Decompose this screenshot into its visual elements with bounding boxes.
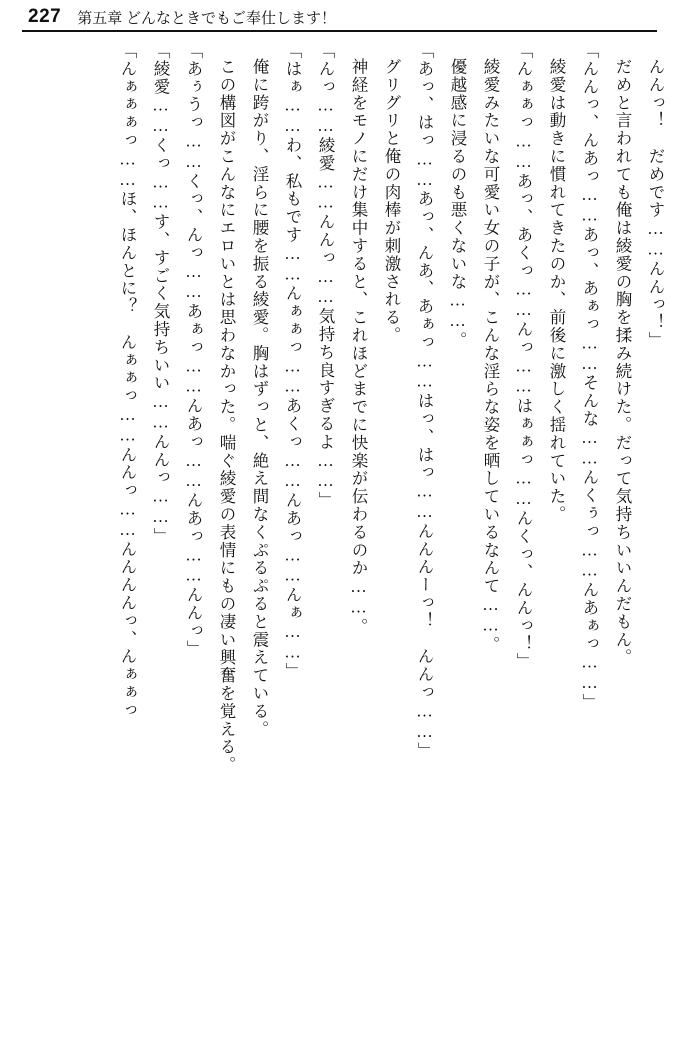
text-column: だめと言われても俺は綾愛の胸を揉み続けた。だって気持ちいいんだもん。 (613, 58, 632, 667)
text-column: 「綾愛……くっ……す、すごく気持ちいい……んんっ……」 (151, 42, 170, 546)
text-column: 「あぅうっ……くっ、んっ……あぁっ……んあっ……んあっ……んんっ」 (184, 42, 203, 658)
text-column: 俺に跨がり、淫らに腰を振る綾愛。胸はずっと、絶え間なくぷるぷると震えている。 (250, 58, 269, 739)
header-divider (22, 30, 657, 32)
text-column: 「んんっ、んあっ……あっ、あぁっ……そんな……んくぅっ……んあぁっ……」 (580, 42, 599, 712)
text-column: 綾愛みたいな可愛い女の子が、こんな淫らな姿を晒しているなんて……。 (481, 58, 500, 654)
body-text-area (18, 40, 667, 1042)
text-column: この構図がこんなにエロいとは思わなかった。喘ぐ綾愛の表情にもの凄い興奮を覚える。 (217, 58, 236, 774)
text-column: 「んっ……綾愛……んんっ……気持ち良すぎるよ……」 (316, 42, 335, 510)
text-column: 神経をモノにだけ集中すると、これほどまでに快楽が伝わるのか……。 (349, 58, 368, 636)
page-number: 227 (28, 6, 62, 27)
running-header (0, 0, 679, 34)
text-column: 綾愛は動きに慣れてきたのか、前後に激しく揺れていた。 (547, 58, 566, 524)
text-column: 「あっ、はっ……あっ、んあ、あぁっ……はっ、はっ……んんんーっ！ んんっ……」 (415, 42, 434, 761)
chapter-title: 第五章 どんなときでもご奉仕します！ (77, 10, 336, 27)
text-column: 「んぁぁっ……あっ、あくっ……んっ……はぁぁっ……んくっ、んんっ！」 (514, 42, 533, 671)
text-column: んんっ！ だめです……んんっ！」 (646, 58, 665, 350)
text-column: グリグリと俺の肉棒が刺激される。 (382, 58, 401, 345)
text-column: 優越感に浸るのも悪くないな……。 (448, 58, 467, 350)
text-column: 「はぁ……わ、私もです……んぁぁっ……あくっ……んあっ……んぁ……」 (283, 42, 302, 681)
text-column: 「んぁぁぁっ……ほ、ほんとに？ んぁぁっ……んんっ……んんんんっ、んぁぁっ (118, 42, 137, 720)
vertical-text-columns (18, 40, 667, 1040)
